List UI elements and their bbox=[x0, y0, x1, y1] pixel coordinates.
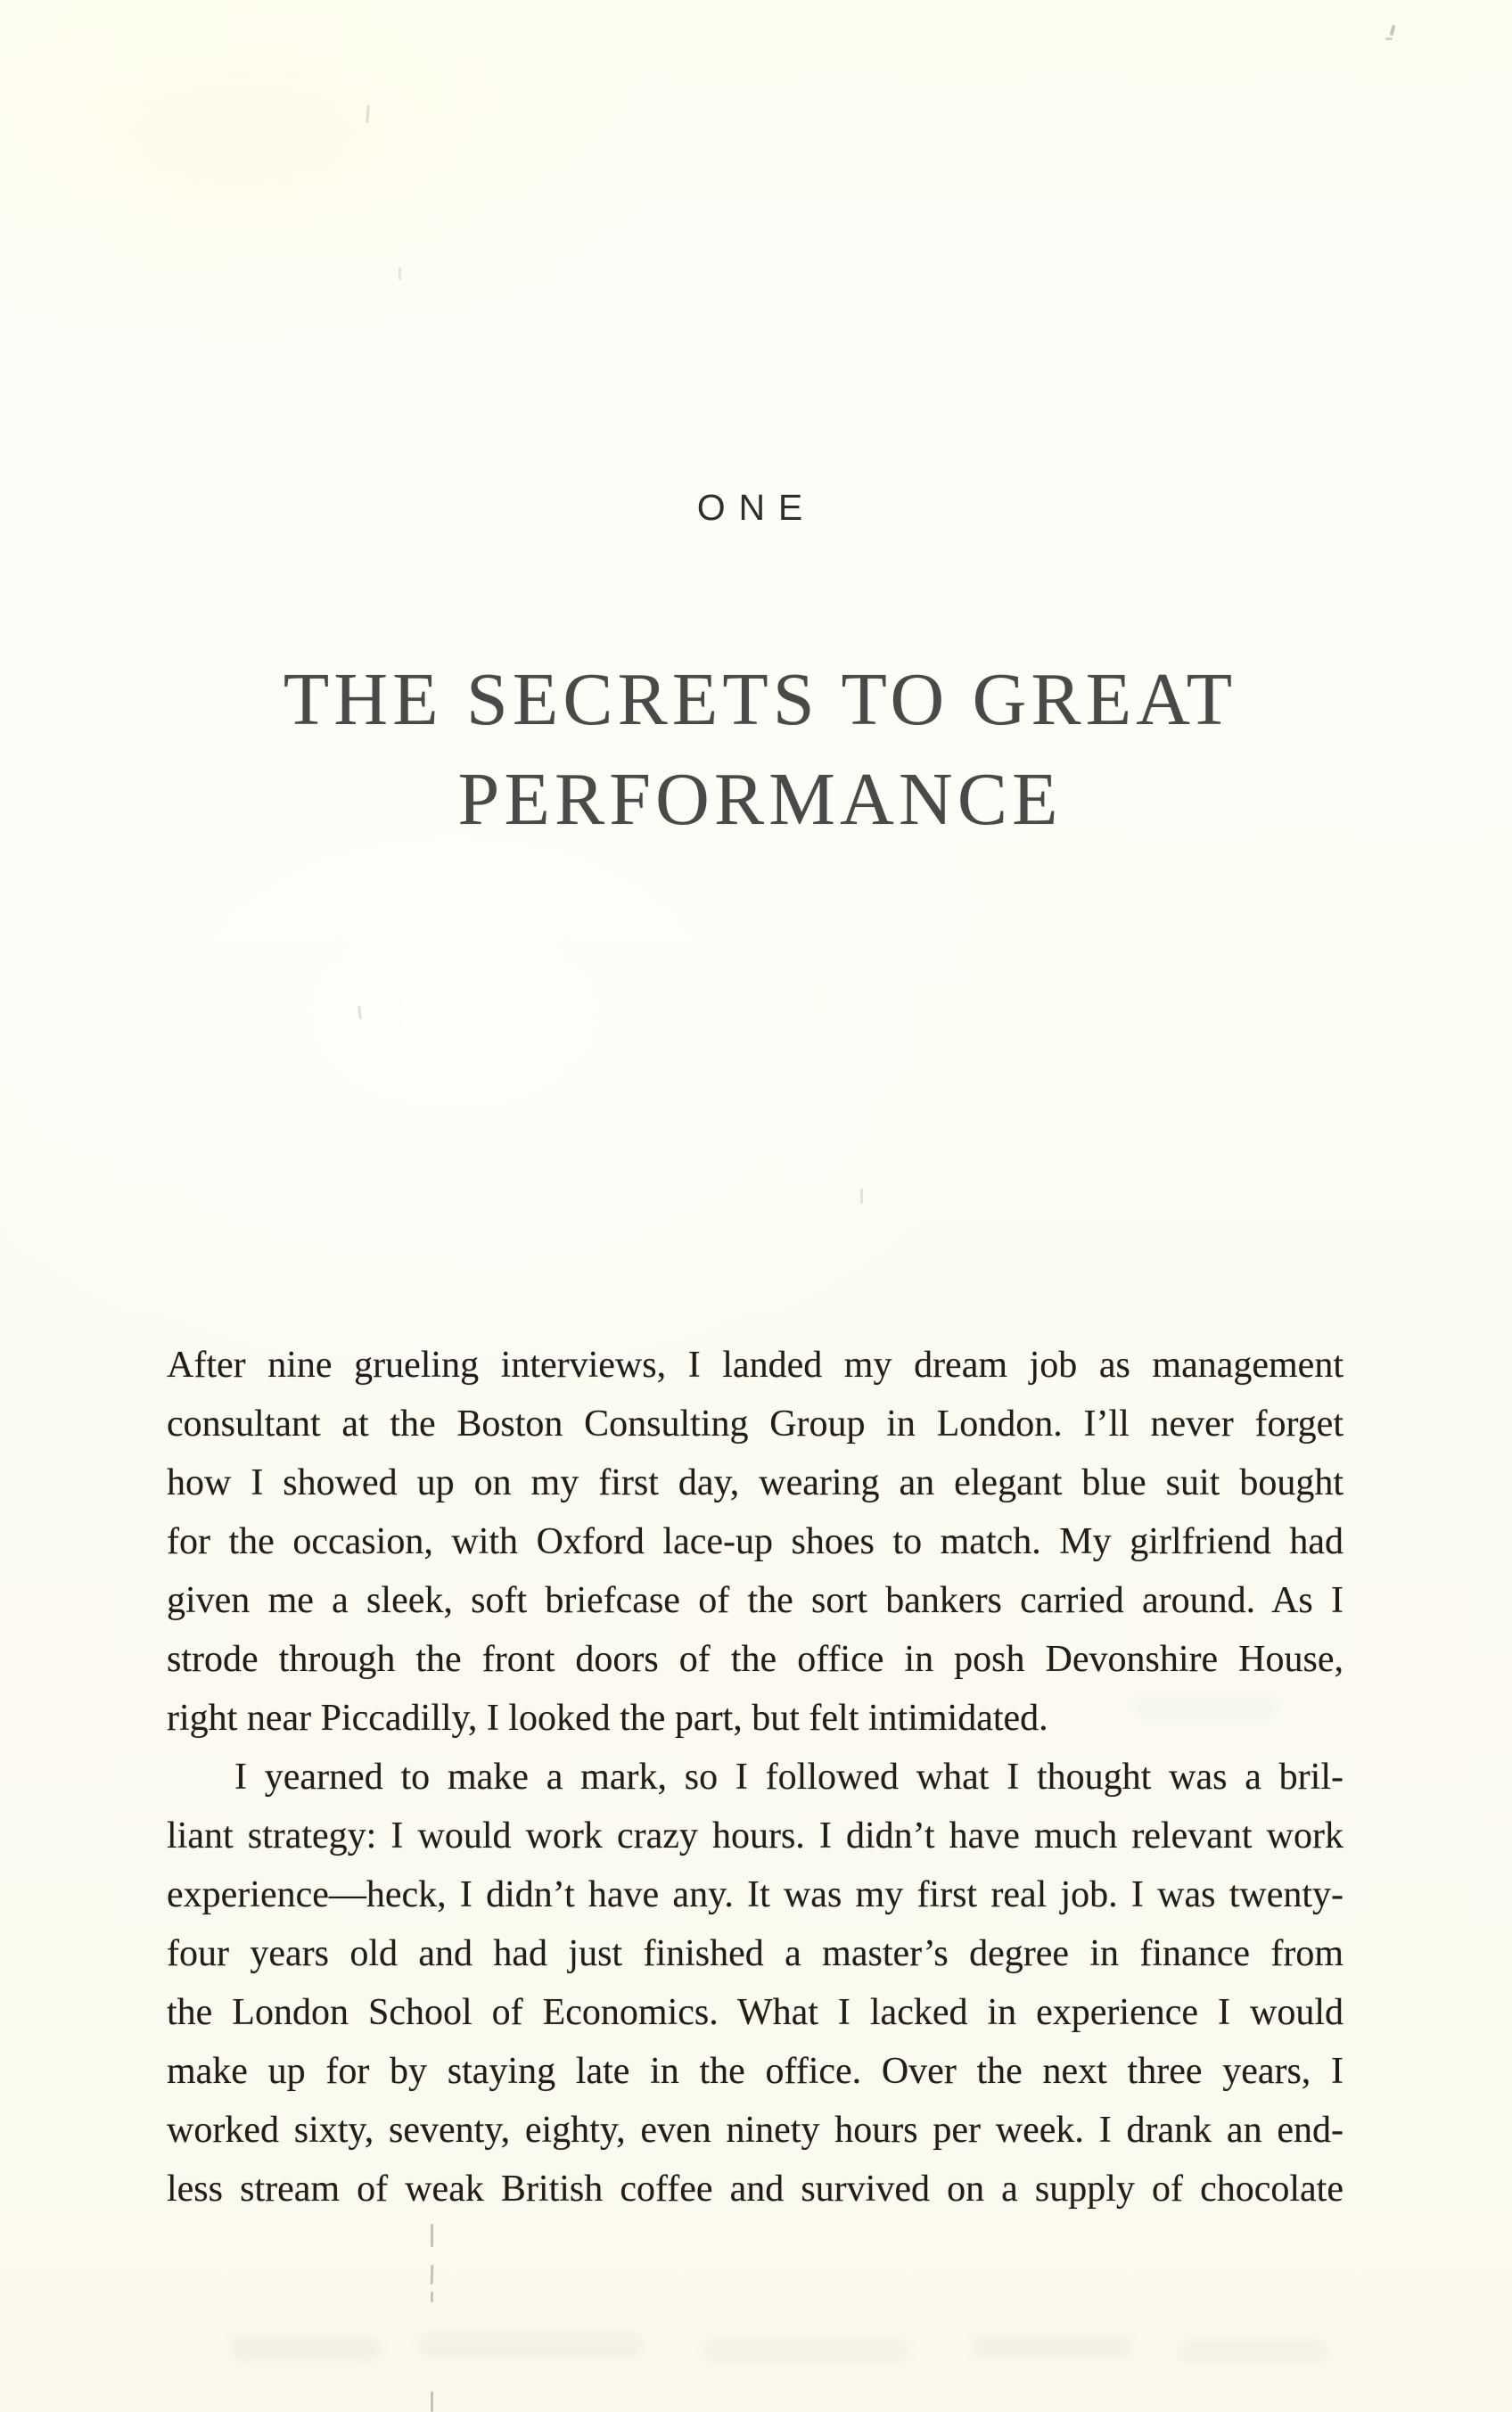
page-showthrough-smudge bbox=[1177, 2340, 1328, 2363]
scan-scratch bbox=[431, 2292, 433, 2302]
scan-speck bbox=[860, 1189, 863, 1204]
body-text-line: given me a sleek, soft briefcase of the sort bankers carried around. As I bbox=[167, 1580, 1344, 1621]
chapter-title bbox=[0, 650, 1512, 850]
scan-speck bbox=[399, 268, 401, 280]
body-text-line: experience—heck, I didn’t have any. It was my first real job. I was twenty- bbox=[167, 1874, 1344, 1915]
page-showthrough-smudge bbox=[419, 2332, 642, 2358]
scan-dust-mark bbox=[1385, 37, 1393, 40]
body-text-line: four years old and had just finished a master’s degree in finance from bbox=[167, 1933, 1344, 1974]
scan-scratch bbox=[431, 2391, 433, 2412]
page-showthrough-smudge bbox=[972, 2334, 1132, 2359]
body-text-line: worked sixty, seventy, eighty, even ninety hours per week. I drank an end- bbox=[167, 2110, 1344, 2151]
chapter-title-line-2: PERFORMANCE bbox=[457, 758, 1063, 841]
scan-scratch bbox=[431, 2224, 433, 2247]
body-text bbox=[167, 1336, 1344, 2219]
scan-dust-mark bbox=[1390, 25, 1396, 37]
body-text-line: right near Piccadilly, I looked the part, but felt intimidated. bbox=[167, 1698, 1048, 1739]
body-text-line: how I showed up on my first day, wearing an elegant blue suit bought bbox=[167, 1462, 1344, 1503]
chapter-title-line-1: THE SECRETS TO GREAT bbox=[283, 658, 1237, 741]
body-text-line: for the occasion, with Oxford lace-up shoes to match. My girlfriend had bbox=[167, 1521, 1344, 1562]
body-text-line: make up for by staying late in the office. Over the next three years, I bbox=[167, 2051, 1344, 2092]
body-text-line: I yearned to make a mark, so I followed what I thought was a bril- bbox=[234, 1757, 1344, 1798]
scan-speck bbox=[357, 1006, 362, 1019]
body-text-line: After nine grueling interviews, I landed my dream job as management bbox=[167, 1345, 1344, 1386]
body-text-line: less stream of weak British coffee and survived on a supply of chocolate bbox=[167, 2169, 1344, 2210]
scan-scratch bbox=[431, 2265, 434, 2284]
body-text-line: consultant at the Boston Consulting Group in London. I’ll never forget bbox=[167, 1404, 1344, 1445]
page-showthrough-smudge bbox=[230, 2336, 382, 2361]
scan-speck bbox=[366, 105, 369, 123]
body-text-line: strode through the front doors of the office in posh Devonshire House, bbox=[167, 1639, 1344, 1680]
body-text-line: the London School of Economics. What I lacked in experience I would bbox=[167, 1992, 1344, 2033]
body-text-line: liant strategy: I would work crazy hours. I didn’t have much relevant work bbox=[167, 1815, 1344, 1856]
page-showthrough-smudge bbox=[704, 2338, 909, 2363]
chapter-number: ONE bbox=[696, 487, 816, 528]
